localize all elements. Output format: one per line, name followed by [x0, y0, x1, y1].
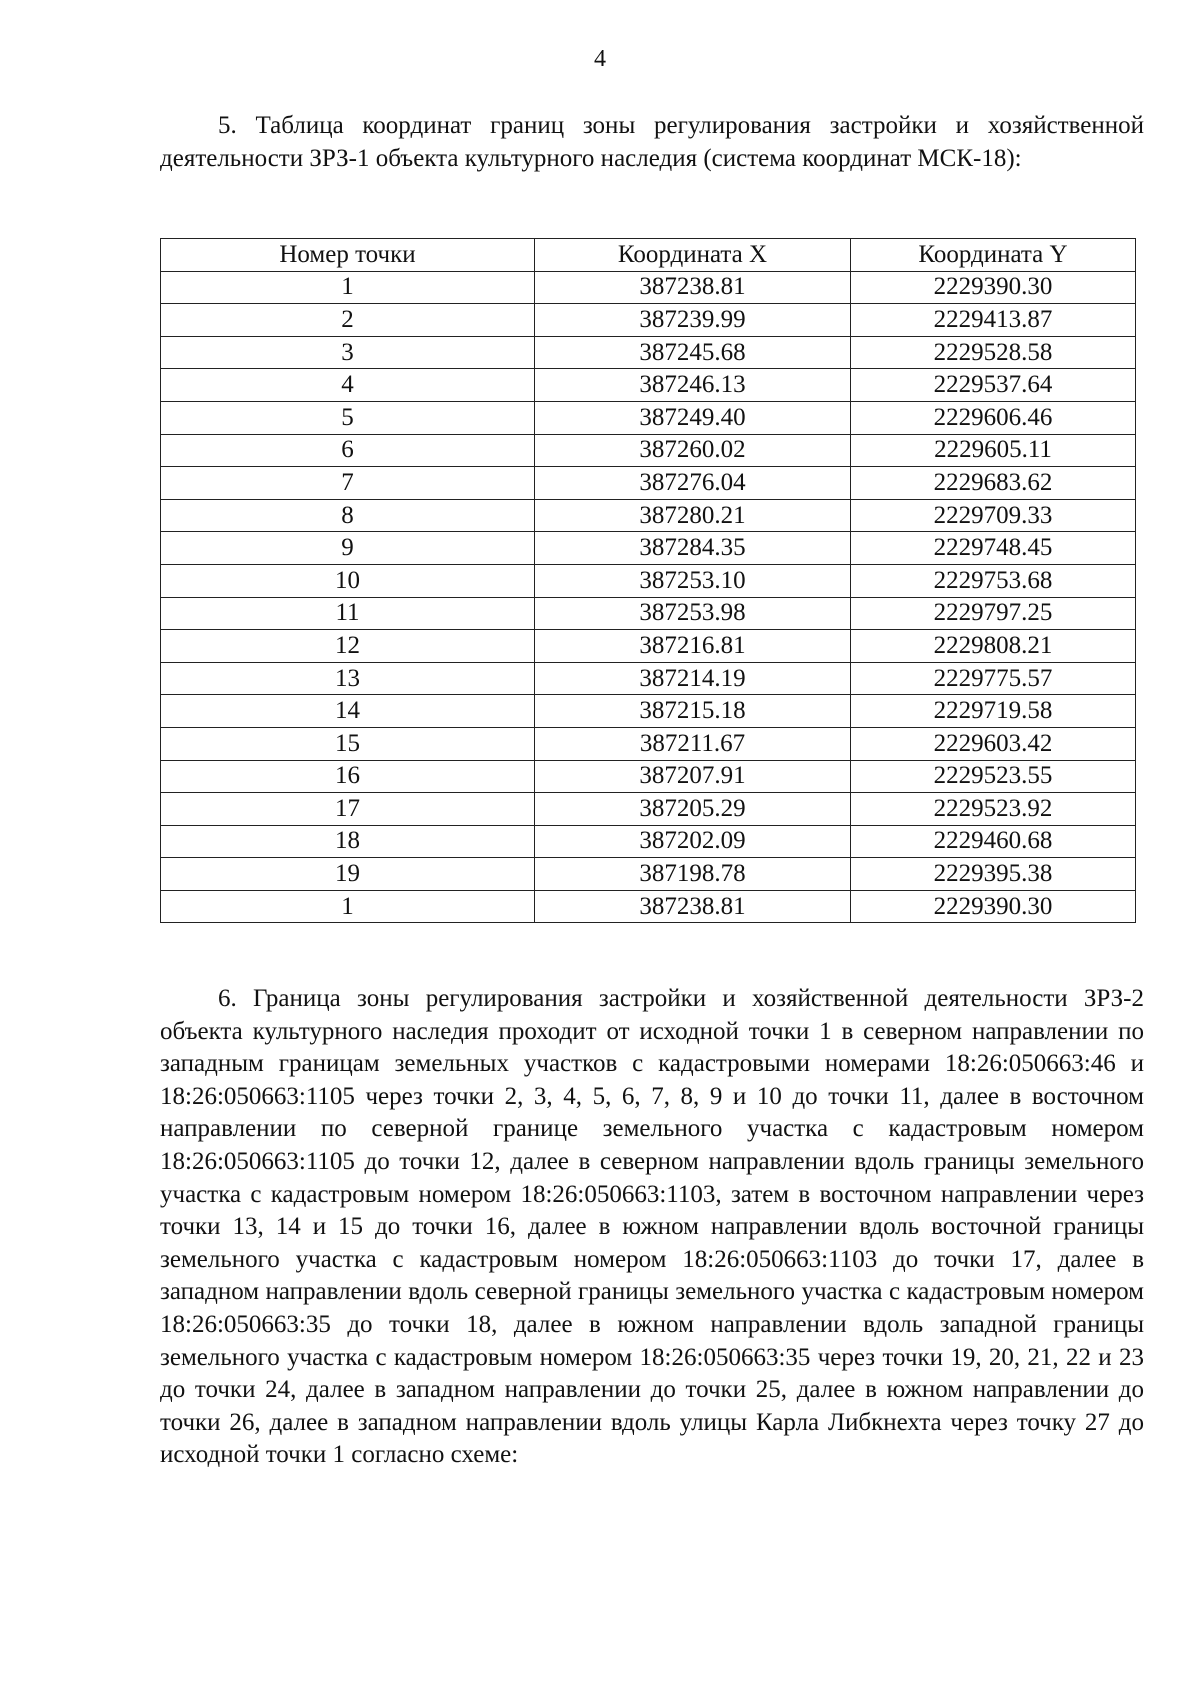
cell-coordinate-x: 387238.81 — [535, 890, 851, 923]
cell-point-number: 15 — [161, 727, 535, 760]
table-row — [161, 401, 1136, 434]
cell-coordinate-y: 2229460.68 — [851, 825, 1136, 858]
cell-coordinate-y: 2229683.62 — [851, 467, 1136, 500]
cell-coordinate-y: 2229528.58 — [851, 336, 1136, 369]
cell-coordinate-y: 2229390.30 — [851, 271, 1136, 304]
coordinates-table — [160, 238, 1136, 923]
cell-coordinate-y: 2229605.11 — [851, 434, 1136, 467]
table-row — [161, 336, 1136, 369]
cell-point-number: 14 — [161, 695, 535, 728]
cell-coordinate-x: 387280.21 — [535, 499, 851, 532]
cell-coordinate-x: 387205.29 — [535, 793, 851, 826]
cell-coordinate-y: 2229603.42 — [851, 727, 1136, 760]
cell-point-number: 5 — [161, 401, 535, 434]
cell-point-number: 4 — [161, 369, 535, 402]
cell-point-number: 12 — [161, 630, 535, 663]
table-row — [161, 858, 1136, 891]
cell-point-number: 19 — [161, 858, 535, 891]
cell-point-number: 2 — [161, 304, 535, 337]
table-row — [161, 271, 1136, 304]
cell-coordinate-y: 2229413.87 — [851, 304, 1136, 337]
cell-coordinate-y: 2229606.46 — [851, 401, 1136, 434]
cell-coordinate-x: 387198.78 — [535, 858, 851, 891]
cell-point-number: 1 — [161, 890, 535, 923]
cell-point-number: 11 — [161, 597, 535, 630]
cell-point-number: 10 — [161, 564, 535, 597]
cell-coordinate-y: 2229395.38 — [851, 858, 1136, 891]
table-row — [161, 434, 1136, 467]
cell-point-number: 7 — [161, 467, 535, 500]
table-row — [161, 564, 1136, 597]
cell-coordinate-y: 2229753.68 — [851, 564, 1136, 597]
table-row — [161, 760, 1136, 793]
table-row — [161, 532, 1136, 565]
cell-point-number: 9 — [161, 532, 535, 565]
cell-coordinate-x: 387215.18 — [535, 695, 851, 728]
cell-point-number: 13 — [161, 662, 535, 695]
cell-coordinate-x: 387239.99 — [535, 304, 851, 337]
table-row — [161, 825, 1136, 858]
cell-coordinate-y: 2229797.25 — [851, 597, 1136, 630]
table-row — [161, 597, 1136, 630]
cell-coordinate-y: 2229523.92 — [851, 793, 1136, 826]
cell-coordinate-y: 2229775.57 — [851, 662, 1136, 695]
table-row — [161, 369, 1136, 402]
table-row — [161, 499, 1136, 532]
table-row — [161, 793, 1136, 826]
cell-coordinate-x: 387284.35 — [535, 532, 851, 565]
table-row — [161, 662, 1136, 695]
cell-coordinate-y: 2229390.30 — [851, 890, 1136, 923]
table-row — [161, 695, 1136, 728]
table-row — [161, 304, 1136, 337]
table-header-row — [161, 239, 1136, 272]
cell-coordinate-x: 387253.10 — [535, 564, 851, 597]
cell-point-number: 8 — [161, 499, 535, 532]
cell-coordinate-y: 2229719.58 — [851, 695, 1136, 728]
table-row — [161, 890, 1136, 923]
cell-coordinate-x: 387202.09 — [535, 825, 851, 858]
cell-point-number: 16 — [161, 760, 535, 793]
header-coordinate-y: Координата Y — [851, 239, 1136, 272]
table-row — [161, 467, 1136, 500]
header-point-number: Номер точки — [161, 239, 535, 272]
table-row — [161, 727, 1136, 760]
cell-coordinate-y: 2229523.55 — [851, 760, 1136, 793]
table-row — [161, 630, 1136, 663]
cell-coordinate-x: 387216.81 — [535, 630, 851, 663]
cell-coordinate-x: 387245.68 — [535, 336, 851, 369]
cell-coordinate-x: 387207.91 — [535, 760, 851, 793]
header-coordinate-x: Координата X — [535, 239, 851, 272]
cell-coordinate-x: 387260.02 — [535, 434, 851, 467]
cell-coordinate-y: 2229537.64 — [851, 369, 1136, 402]
cell-point-number: 18 — [161, 825, 535, 858]
cell-coordinate-y: 2229808.21 — [851, 630, 1136, 663]
cell-coordinate-x: 387214.19 — [535, 662, 851, 695]
cell-coordinate-x: 387238.81 — [535, 271, 851, 304]
cell-point-number: 3 — [161, 336, 535, 369]
cell-point-number: 1 — [161, 271, 535, 304]
cell-coordinate-x: 387246.13 — [535, 369, 851, 402]
page-number: 4 — [594, 46, 606, 72]
section-6-paragraph: 6. Граница зоны регулирования застройки и хозяйственной деятельности ЗРЗ-2 объекта культурного наследия проходит от исходной точки 1 в северном направлении по западным границам земельных участков с кадастровыми номерами 18:26:050663:46 и 18:26:050663:1105 через точки 2, 3, 4, 5, 6, 7, 8, 9 и 10 до точки 11, далее в восточном направлении по северной границе земельного участка с кадастровым номером 18:26:050663:1105 до точки 12, далее в северном направлении вдоль границы земельного участка с кадастровым номером 18:26:050663:1103, затем в восточном направлении через точки 13, 14 и 15 до точки 16, далее в южном направлении вдоль восточной границы земельного участка с кадастровым номером 18:26:050663:1103 до точки 17, далее в западном направлении вдоль северной границы земельного участка с кадастровым номером 18:26:050663:35 до точки 18, далее в южном направлении вдоль западной границы земельного участка с кадастровым номером 18:26:050663:35 через точки 19, 20, 21, 22 и 23 до точки 24, далее в западном направлении до точки 25, далее в южном направлении до точки 26, далее в западном направлении вдоль улицы Карла Либкнехта через точку 27 до исходной точки 1 согласно схеме: — [160, 985, 1144, 1469]
cell-coordinate-x: 387211.67 — [535, 727, 851, 760]
cell-coordinate-x: 387249.40 — [535, 401, 851, 434]
cell-coordinate-x: 387276.04 — [535, 467, 851, 500]
table-body — [161, 271, 1136, 923]
cell-point-number: 6 — [161, 434, 535, 467]
cell-coordinate-y: 2229748.45 — [851, 532, 1136, 565]
cell-point-number: 17 — [161, 793, 535, 826]
cell-coordinate-y: 2229709.33 — [851, 499, 1136, 532]
section-5-paragraph: 5. Таблица координат границ зоны регулирования застройки и хозяйственной деятельности ЗРЗ-1 объекта культурного наследия (система координат МСК-18): — [160, 112, 1144, 172]
cell-coordinate-x: 387253.98 — [535, 597, 851, 630]
